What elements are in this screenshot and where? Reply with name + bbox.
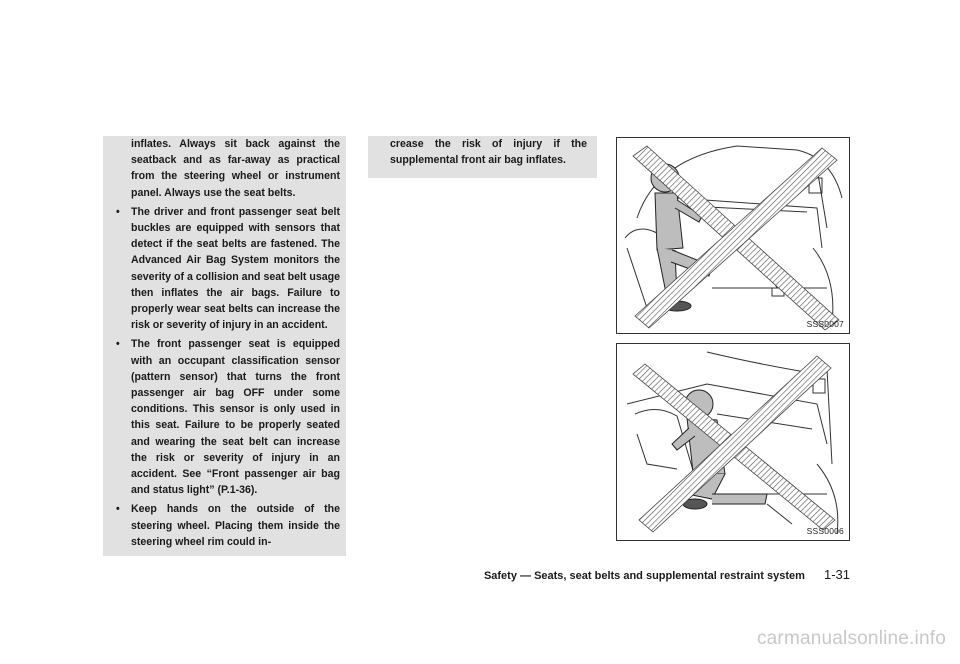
warning-box-right [368,136,597,178]
illustration-child-near-dashboard [617,138,849,333]
bullet-marker: • [116,205,120,218]
figure-child-kneeling-crossed-out [616,343,850,541]
figure-child-standing-crossed-out [616,137,850,334]
bullet-text: The driver and front passenger seat belt buckles are equipped with sensors that detect if the seat belts are fastened. The Advanced Air Bag System monitors the severity of a collision and seat belt usage then inflates the air bags. Failure to properly wear seat belts can increase the risk or severity of injury in an accident. [131,205,341,332]
page-footer [484,567,850,582]
warning-bullet [103,336,346,498]
watermark: carmanualsonline.info [756,628,946,649]
footer-section-title: Safety — Seats, seat belts and supplemental restraint system [483,570,805,582]
bullet-marker: • [116,338,120,351]
illustration-child-kneeling-dashboard [617,344,849,540]
figure-code: SSS0007 [806,319,844,329]
figure-code: SSS0006 [806,526,844,536]
warning-continuation-text: inflates. Always sit back against the seatback and as far-away as practical from the steering wheel or instrument panel. Always use the seat belts. [131,138,340,199]
warning-bullet [103,204,346,334]
bullet-marker: • [116,503,120,516]
warning-bullet [103,501,346,550]
warning-continuation-text: crease the risk of injury if the supplemental front air bag inflates. [390,138,587,167]
bullet-text: Keep hands on the outside of the steering wheel. Placing them inside the steering wheel rim could in- [131,503,340,548]
bullet-text: The front passenger seat is equipped with an occupant classification sensor (pattern sensor) that turns the front passenger air bag OFF under some conditions. This sensor is only used in this seat. Failure to be properly seated and wearing the seat belt can increase the risk or severity of injury in an accident. See “Front passenger air bag and status light” (P.1-36). [131,338,340,497]
page-number: 1-31 [823,567,850,582]
warning-box-left [103,136,346,556]
